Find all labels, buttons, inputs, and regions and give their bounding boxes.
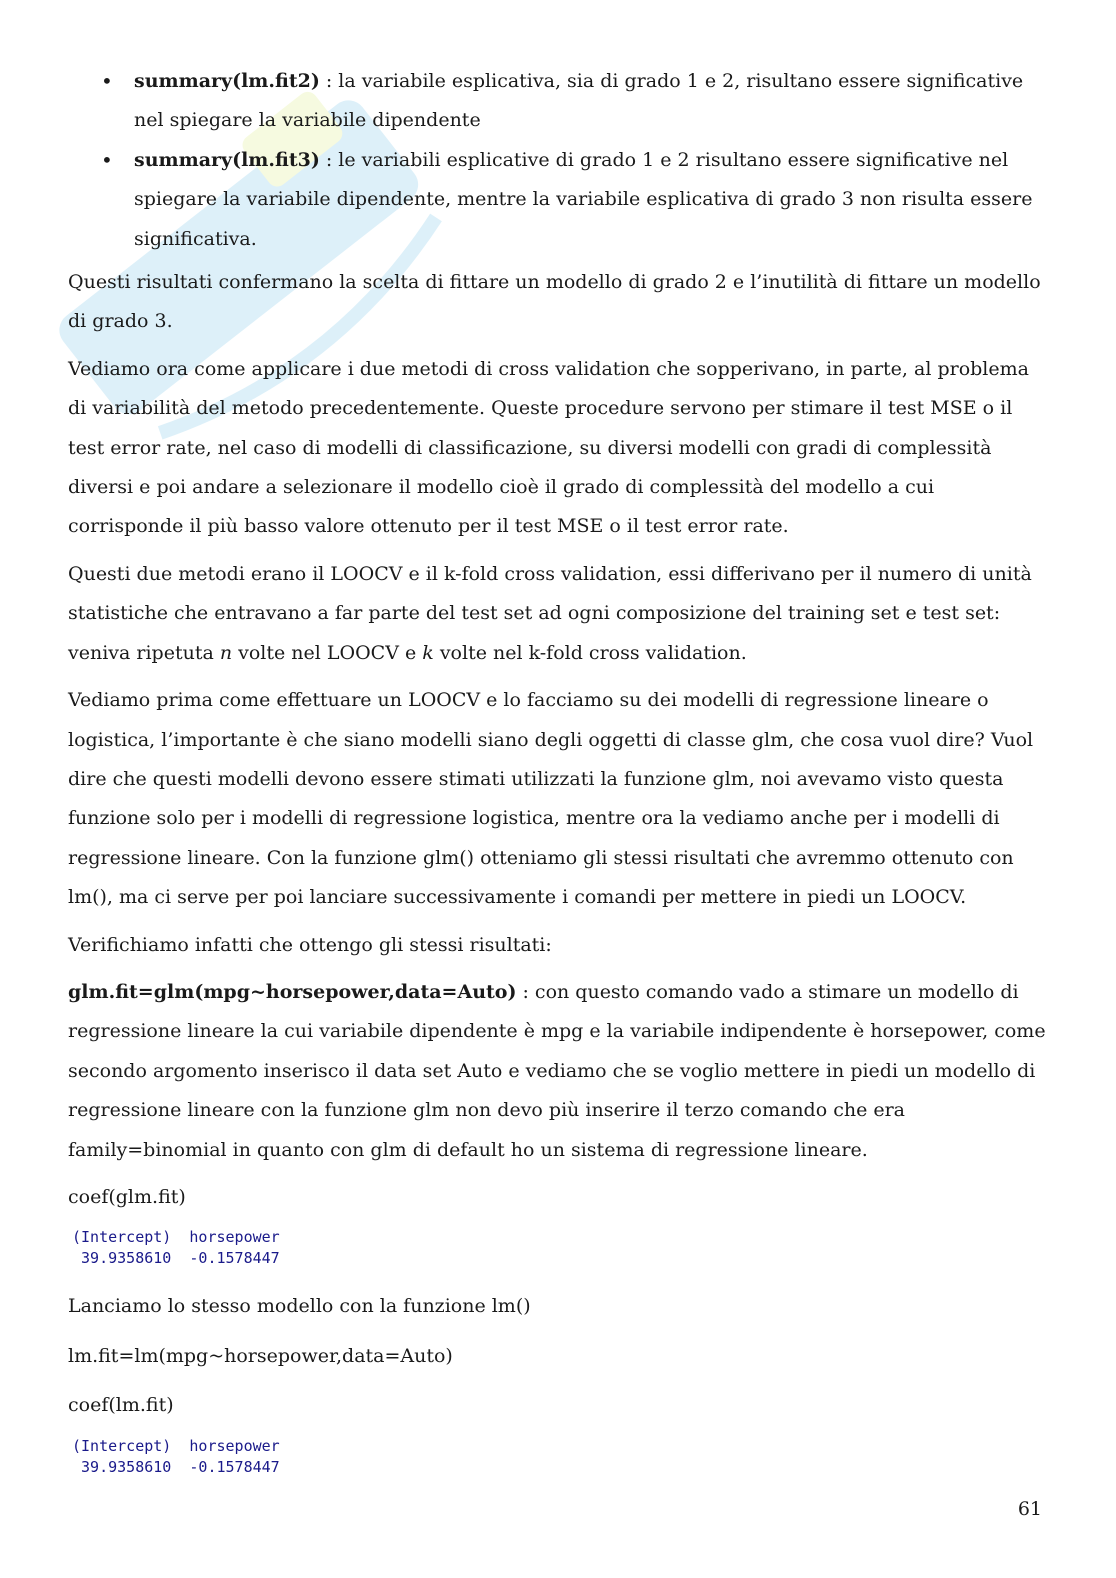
paragraph-lm-intro: Lanciamo lo stesso modello con la funzione lm(): [68, 1295, 531, 1318]
text-run: volte nel k-fold cross validation.: [433, 641, 747, 664]
code-glm-fit: glm.fit=glm(mpg~horsepower,data=Auto): [68, 980, 517, 1003]
code-summary-lm-fit2: summary(lm.fit2): [134, 70, 320, 92]
r-output-header: (Intercept) horsepower: [72, 1436, 280, 1455]
code-coef-lm: coef(lm.fit): [68, 1394, 174, 1417]
paragraph-loocv-glm: Vediamo prima come effettuare un LOOCV e lo facciamo su dei modelli di regressione lineare o logistica, l’importante è che siano modelli siano degli oggetti di classe glm, che cosa vuol dire? Vuol dire che questi modelli devono essere stimati utilizzati la funzione glm, noi avevamo visto questa funzione solo per i modelli di regressione logistica, mentre ora la vediamo anche per i modelli di regressione lineare. Con la funzione glm() otteniamo gli stessi risultati che avremmo ottenuto con lm(), ma ci serve per poi lanciare successivamente i comandi per mettere in piedi un LOOCV.: [68, 689, 1034, 909]
paragraph-glm-fit: [68, 973, 1048, 1170]
page-number: 61: [1017, 1498, 1042, 1520]
page-content: [68, 62, 1048, 1496]
math-n: n: [219, 641, 233, 664]
paragraph-verify: Verifichiamo infatti che ottengo gli stessi risultati:: [68, 933, 552, 956]
bullet-summary-lm-fit2: [134, 62, 1048, 141]
bullet-summary-lm-fit3: [134, 141, 1048, 259]
r-output-values: 39.9358610 -0.1578447: [72, 1249, 280, 1268]
text-run: Questi due metodi erano il LOOCV e il k-fold cross validation, essi differivano per il numero di unità statistiche che entravano a far parte del test set ad ogni composizione del training set e test set: veniva ripetuta: [68, 562, 1032, 664]
text-run: : con questo comando vado a stimare un modello di regressione lineare la cui variabile dipendente è mpg e la variabile indipendente è horsepower, come secondo argomento inserisco il data set Auto e vediamo che se voglio mettere in piedi un modello di regressione lineare con la funzione glm non devo più inserire il terzo comando che era family=binomial in quanto con glm di default ho un sistema di regressione lineare.: [68, 980, 1046, 1161]
code-coef-glm: coef(glm.fit): [68, 1185, 186, 1208]
math-k: k: [422, 641, 434, 664]
bullet-text: : le variabili esplicative di grado 1 e 2 risultano essere significative nel spiegare la variabile dipendente, mentre la variabile esplicativa di grado 3 non risulta essere significativa.: [134, 148, 1033, 250]
bullet-text: : la variabile esplicativa, sia di grado 1 e 2, risultano essere significative nel spiegare la variabile dipendente: [134, 70, 1024, 132]
code-lm-fit: lm.fit=lm(mpg~horsepower,data=Auto): [68, 1344, 453, 1367]
r-output-glm: [72, 1227, 1048, 1269]
paragraph-conclusion: Questi risultati confermano la scelta di fittare un modello di grado 2 e l’inutilità di fittare un modello di grado 3.: [68, 271, 1041, 333]
code-summary-lm-fit3: summary(lm.fit3): [134, 148, 320, 171]
paragraph-loocv-kfold: [68, 555, 1048, 673]
r-output-values: 39.9358610 -0.1578447: [72, 1457, 280, 1476]
text-run: volte nel LOOCV e: [232, 641, 423, 664]
summary-bullet-list: [68, 62, 1048, 259]
r-output-lm: [72, 1436, 1048, 1478]
paragraph-cross-validation: Vediamo ora come applicare i due metodi di cross validation che sopperivano, in parte, al problema di variabilità del metodo precedentemente. Queste procedure servono per stimare il test MSE o il test error rate, nel caso di modelli di classificazione, su diversi modelli con gradi di complessità diversi e poi andare a selezionare il modello cioè il grado di complessità del modello a cui corrisponde il più basso valore ottenuto per il test MSE o il test error rate.: [68, 357, 1029, 538]
r-output-header: (Intercept) horsepower: [72, 1228, 280, 1247]
